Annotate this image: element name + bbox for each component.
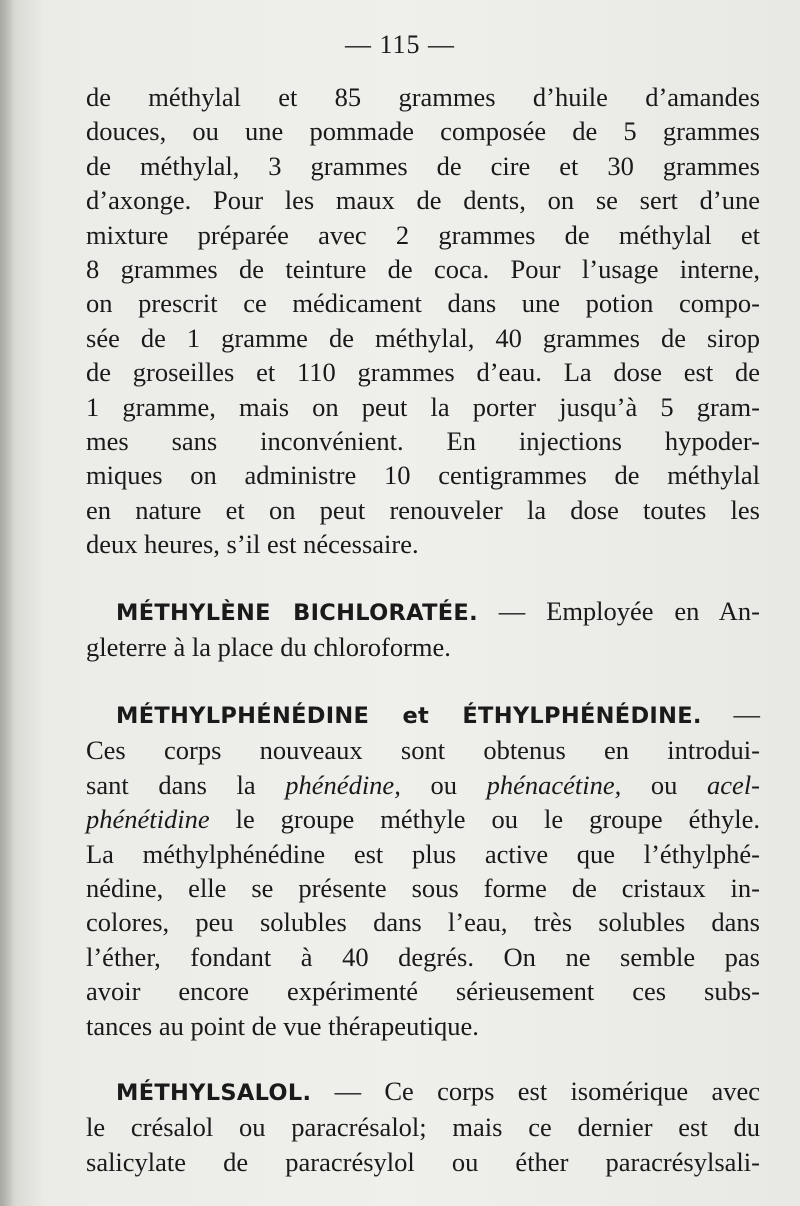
text-fragment: ou: [621, 769, 708, 800]
entry-text: — Ce corps est isomérique avec: [311, 1076, 760, 1106]
text-line: le crésalol ou paracrésalol; mais ce dernier est du: [86, 1112, 760, 1143]
entry-dash: —: [701, 699, 761, 729]
text-line: on prescrit ce médicament dans une potion compo-: [86, 288, 760, 319]
text-line: 8 grammes de teinture de coca. Pour l’usage interne,: [86, 254, 760, 285]
text-line: salicylate de paracrésylol ou éther paracrésylsali-: [86, 1146, 760, 1177]
text-line: gleterre à la place du chloroforme.: [86, 632, 451, 663]
text-line: de méthylal, 3 grammes de cire et 30 grammes: [86, 150, 760, 181]
text-line: nédine, elle se présente sous forme de cristaux in-: [86, 873, 760, 904]
text-fragment: sant dans la: [86, 769, 286, 800]
text-line: de méthylal et 85 grammes d’huile d’amandes: [86, 82, 760, 112]
italic-term: phénédine,: [285, 769, 401, 800]
text-line: d’axonge. Pour les maux de dents, on se sert d’une: [86, 185, 760, 216]
paragraph-methylal: [86, 80, 760, 562]
text-line: 1 gramme, mais on peut la porter jusqu’à 5 gram-: [86, 391, 760, 422]
text-fragment: le groupe méthyle ou le groupe éthyle.: [209, 804, 760, 835]
text-line: miques on administre 10 centigrammes de méthylal: [86, 460, 760, 491]
entry-term: MÉTHYLSALOL.: [116, 1080, 312, 1106]
entry-term-join: et: [369, 703, 463, 729]
italic-term: acel-: [707, 769, 761, 800]
entry-text: — Employée en An-: [477, 596, 761, 626]
entry-term: ÉTHYLPHÉNÉDINE.: [462, 703, 702, 729]
entry-term: MÉTHYLPHÉNÉDINE: [116, 703, 370, 729]
text-line: l’éther, fondant à 40 degrés. On ne semble pas: [86, 941, 760, 972]
text-line: en nature et on peut renouveler la dose toutes les: [86, 494, 760, 525]
text-line: douces, ou une pommade composée de 5 grammes: [86, 116, 760, 147]
text-line: tances au point de vue thérapeutique.: [86, 1010, 479, 1041]
text-line: La méthylphénédine est plus active que l’éthylphé-: [86, 838, 760, 869]
entry-methylsalol: [86, 1074, 760, 1179]
text-line: avoir encore expérimenté sérieusement ces subs-: [86, 976, 760, 1007]
text-line: [86, 768, 760, 802]
text-line: sée de 1 gramme de méthylal, 40 grammes de sirop: [86, 322, 760, 353]
text-line: [86, 1074, 760, 1110]
page-gutter: [0, 0, 14, 1206]
text-line: colores, peu solubles dans l’eau, très solubles dans: [86, 907, 760, 938]
text-line: [86, 594, 760, 630]
entry-term: MÉTHYLÈNE BICHLORATÉE.: [116, 600, 478, 626]
text-line: mixture préparée avec 2 grammes de méthylal et: [86, 219, 760, 250]
italic-term: phénétidine: [86, 804, 210, 835]
text-line: deux heures, s’il est nécessaire.: [86, 529, 419, 560]
text-line: Ces corps nouveaux sont obtenus en introdui-: [86, 735, 760, 766]
text-line: mes sans inconvénient. En injections hypoder-: [86, 426, 760, 457]
entry-methylene-bichloratee: [86, 594, 760, 665]
page-number: — 115 —: [344, 30, 456, 59]
italic-term: phénacétine,: [486, 769, 622, 800]
text-line: de groseilles et 110 grammes d’eau. La dose est de: [86, 357, 760, 388]
text-line: [86, 802, 760, 836]
text-fragment: ou: [400, 769, 487, 800]
text-line: [86, 697, 760, 733]
entry-methylphenedine: [86, 697, 760, 1043]
